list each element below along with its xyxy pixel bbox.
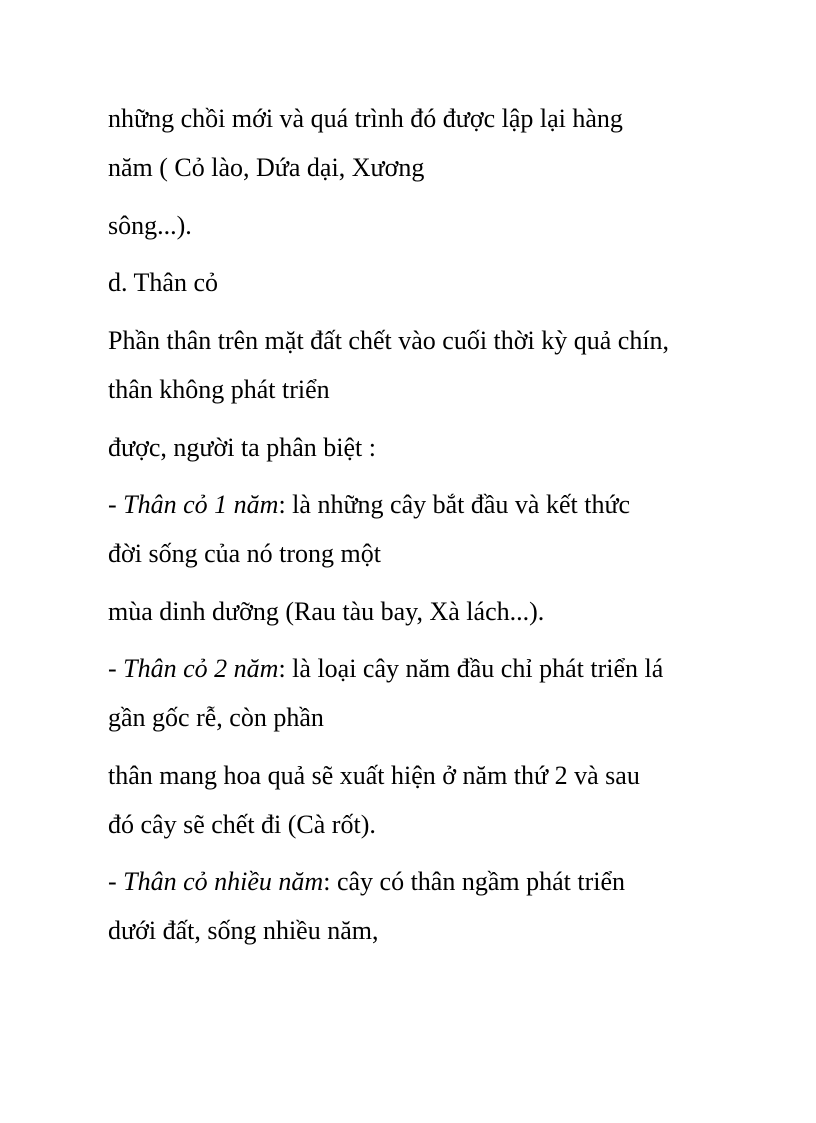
definition-text: : là loại cây năm đầu chỉ phát triển lá xyxy=(278,654,664,683)
text-line: dưới đất, sống nhiều năm, xyxy=(108,916,379,945)
list-item-annual xyxy=(108,490,630,520)
text-line: mùa dinh dưỡng (Rau tàu bay, Xà lách...). xyxy=(108,597,545,626)
text-line: thân mang hoa quả sẽ xuất hiện ở năm thứ 2 và sau xyxy=(108,761,640,790)
term-biennial: Thân cỏ 2 năm xyxy=(123,654,279,683)
text-line: đời sống của nó trong một xyxy=(108,539,381,568)
text-line: năm ( Cỏ lào, Dứa dại, Xương xyxy=(108,153,425,182)
list-dash: - xyxy=(108,490,124,519)
text-line: Phần thân trên mặt đất chết vào cuối thời kỳ quả chín, xyxy=(108,326,670,355)
list-item-biennial xyxy=(108,654,663,684)
text-line: được, người ta phân biệt : xyxy=(108,433,376,462)
definition-text: : là những cây bắt đầu và kết thức xyxy=(278,490,631,519)
section-heading: d. Thân cỏ xyxy=(108,268,218,297)
term-perennial: Thân cỏ nhiều năm xyxy=(123,867,324,896)
text-line: sông...). xyxy=(108,211,192,240)
list-dash: - xyxy=(108,654,124,683)
list-item-perennial xyxy=(108,867,625,897)
text-line: gần gốc rễ, còn phần xyxy=(108,703,324,732)
list-dash: - xyxy=(108,867,124,896)
term-annual: Thân cỏ 1 năm xyxy=(123,490,279,519)
text-line: thân không phát triển xyxy=(108,375,330,404)
text-line: những chồi mới và quá trình đó được lập lại hàng xyxy=(108,104,623,133)
text-line: đó cây sẽ chết đi (Cà rốt). xyxy=(108,810,376,839)
definition-text: : cây có thân ngầm phát triển xyxy=(323,867,625,896)
